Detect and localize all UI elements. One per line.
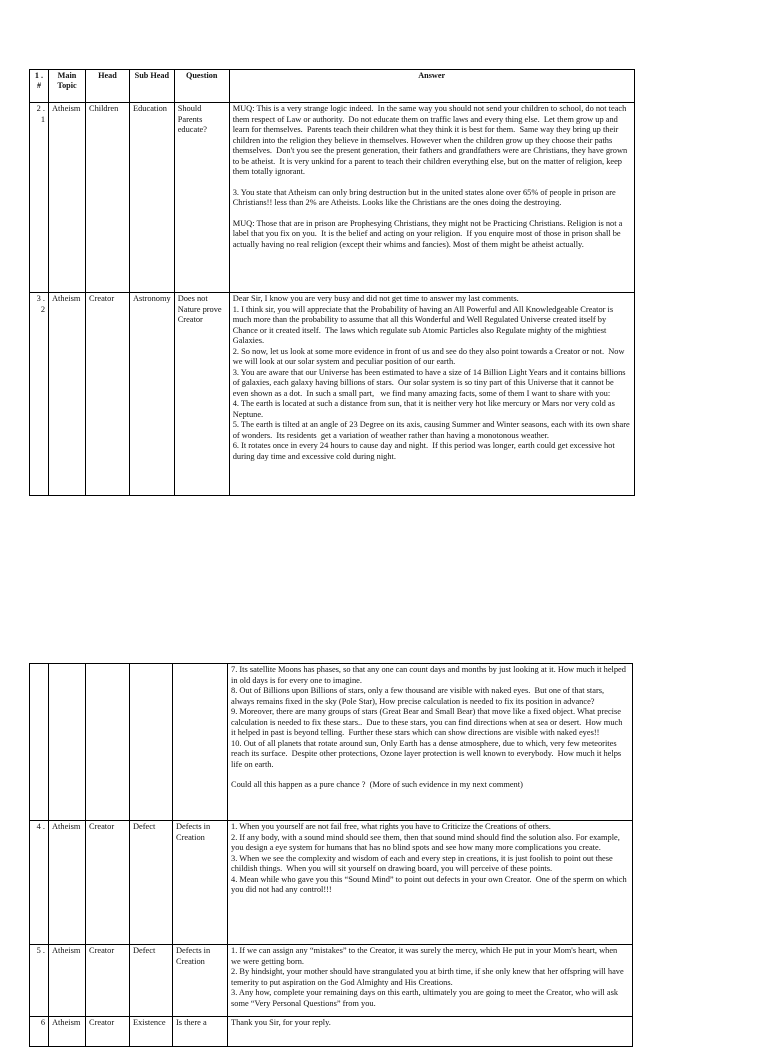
answer-paragraph: 1. If we can assign any “mistakes” to the Creator, it was surely the mercy, which He put in your Mom's heart, when we were getting born. 2. By hindsight, your mother should have strangulated you at birth time, if she only knew that her offspring will have temerity to put aspiration on the God Almighty and His Creations. 3. Any how, complete your remaining days on this earth, ultimately you are going to meet the Creator, who will ask some “Very Personal Questions” from you.: [231, 946, 624, 1008]
row-question: Is there a: [173, 1017, 228, 1047]
header-number: 1 . #: [30, 70, 49, 103]
table-row: [30, 103, 635, 293]
answer-paragraph: Could all this happen as a pure chance ? (More of such evidence in my next comment): [231, 780, 523, 789]
row-sub-head: Education: [130, 103, 175, 293]
row-number: 2 . 1: [30, 103, 49, 293]
row-answer: [229, 103, 634, 293]
row-answer: [228, 664, 633, 821]
answer-paragraph: MUQ: Those that are in prison are Prophesying Christians, they might not be Practicing Christians. Religion is not a label that you fix on you. It is the belief and acting on your religion. If you enquire most of those in prison shall be actually having no real religion (except their whims and fancies). Most of them might be atheist actually.: [232, 218, 625, 249]
row-main-topic: Atheism: [49, 103, 86, 293]
header-sub-head: Sub Head: [130, 70, 175, 103]
table-row: [30, 1017, 633, 1047]
header-head: Head: [86, 70, 130, 103]
row-number: 3 . 2: [30, 293, 49, 496]
row-question: Defects in Creation: [173, 821, 228, 945]
row-head: Creator: [86, 293, 130, 496]
row-answer: [228, 1017, 633, 1047]
qa-table-page-2: [29, 663, 633, 1047]
row-sub-head: Astronomy: [130, 293, 175, 496]
answer-paragraph: Dear Sir, I know you are very busy and did not get time to answer my last comments. 1. I think sir, you will appreciate that the Probability of having an All Powerful and All Knowledgeable Creator is much more than the probability to assume that all this Wonderful and Well Regulated Universe created itself by Chance or it created itself. The laws which regulate sub Atomic Particles also Regulate mighty of the mightiest Galaxies. 2. So now, let us look at some more evidence in front of us and see do they also point towards a Creator or not. Now we will look at our solar system and peculiar position of our earth. 3. You are aware that our Universe has been estimated to have a size of 14 Billion Light Years and it contains billions of galaxies, each galaxy having billions of stars. Our solar system is so tiny part of this Universe that it cannot be even shown as a dot. In such a small part, we find many amazing facts, some of them I want to share with you: 4. The earth is located at such a distance from sun, that it is neither very hot like mercury or Mars nor very cold as Neptune. 5. The earth is tilted at an angle of 23 Degree on its axis, causing Summer and Winter seasons, each with its own share of wonders. Its residents get a variation of weather rather than having a monotonous weather. 6. It rotates once in every 24 hours to cause day and night. If this period was longer, earth could get excessive hot during day time and excessive cold during night.: [232, 294, 630, 461]
row-number: 4 .: [30, 821, 49, 945]
answer-paragraph: Thank you Sir, for your reply.: [231, 1018, 331, 1027]
row-sub-head: Defect: [130, 821, 173, 945]
header-main-topic: Main Topic: [49, 70, 86, 103]
row-question: Defects in Creation: [173, 945, 228, 1017]
answer-paragraph: 1. When you yourself are not fail free, what rights you have to Criticize the Creations of others. 2. If any body, with a sound mind should see them, then that sound mind should find the solution also. For example, you design a eye system for humans that has no blind spots and see how many more complications you create. 3. When we see the complexity and wisdom of each and every step in creations, it is just foolish to point out these childish things. When you will sit yourself on drawing board, you will perceive of these points. 4. Mean while who gave you this “Sound Mind” to point out defects in your own Creator. One of the sperm on which you did not had any control!!!: [231, 822, 627, 894]
row-head: Creator: [86, 945, 130, 1017]
row-number: 6: [30, 1017, 49, 1047]
row-main-topic: Atheism: [49, 293, 86, 496]
table-row: [30, 945, 633, 1017]
table-header-row: [30, 70, 635, 103]
row-sub-head: Existence: [130, 1017, 173, 1047]
row-answer: [228, 945, 633, 1017]
row-answer: [228, 821, 633, 945]
row-main-topic: Atheism: [49, 1017, 86, 1047]
row-head: Creator: [86, 1017, 130, 1047]
answer-paragraph: 7. Its satellite Moons has phases, so that any one can count days and months by just looking at it. How much it helped in old days is for every one to imagine. 8. Out of Billions upon Billions of stars, only a few thousand are visible with naked eyes. But one of that stars, always remains fixed in the sky (Pole Star), How precise calculation is needed to fix its position in advance? 9. Moreover, there are many groups of stars (Great Bear and Small Bear) that move like a fixed object. What precise calculation is needed to fix these stars.. Due to these stars, you can find directions when at sea or desert. How much it helped in past is beyond telling. Further these stars which can show directions are visible with naked eyes!! 10. Out of all planets that rotate around sun, Only Earth has a dense atmosphere, due to which, very few meteorites reach its surface. Despite other protections, Ozone layer protection is well known to everybody. How much it helps life on earth.: [231, 665, 626, 769]
answer-paragraph: 3. You state that Atheism can only bring destruction but in the united states alone over 65% of people in prison are Christians!! less than 2% are Atheists. Looks like the Christians are the ones doing the destroying.: [232, 187, 618, 207]
header-question: Question: [174, 70, 229, 103]
row-main-topic: Atheism: [49, 821, 86, 945]
table-row-continued: [30, 664, 633, 821]
row-answer: [229, 293, 634, 496]
table-row: [30, 821, 633, 945]
row-head: Children: [86, 103, 130, 293]
row-main-topic: Atheism: [49, 945, 86, 1017]
table-row: [30, 293, 635, 496]
row-sub-head: Defect: [130, 945, 173, 1017]
header-answer: Answer: [229, 70, 634, 103]
qa-table-page-1: [29, 69, 635, 496]
row-question: Does not Nature prove Creator: [174, 293, 229, 496]
row-head: Creator: [86, 821, 130, 945]
answer-paragraph: MUQ: This is a very strange logic indeed. In the same way you should not send your children to school, do not teach them respect of Law or authority. Do not educate them on traffic laws and every thing else. Let them grow up and learn for themselves. Parents teach their children what they think it is best for them. Same way they bring up their children into the religion they believe in themselves. However when the children grow up they choose their paths themselves. Don't you see the present generation, their fathers and grandfathers were are Christians, they have grown to be atheist. It is very unkind for a parent to teach their children everything else, but on the matter of religion, keep them totally ignorant.: [232, 104, 630, 176]
row-question: Should Parents educate?: [174, 103, 229, 293]
row-number: 5 .: [30, 945, 49, 1017]
